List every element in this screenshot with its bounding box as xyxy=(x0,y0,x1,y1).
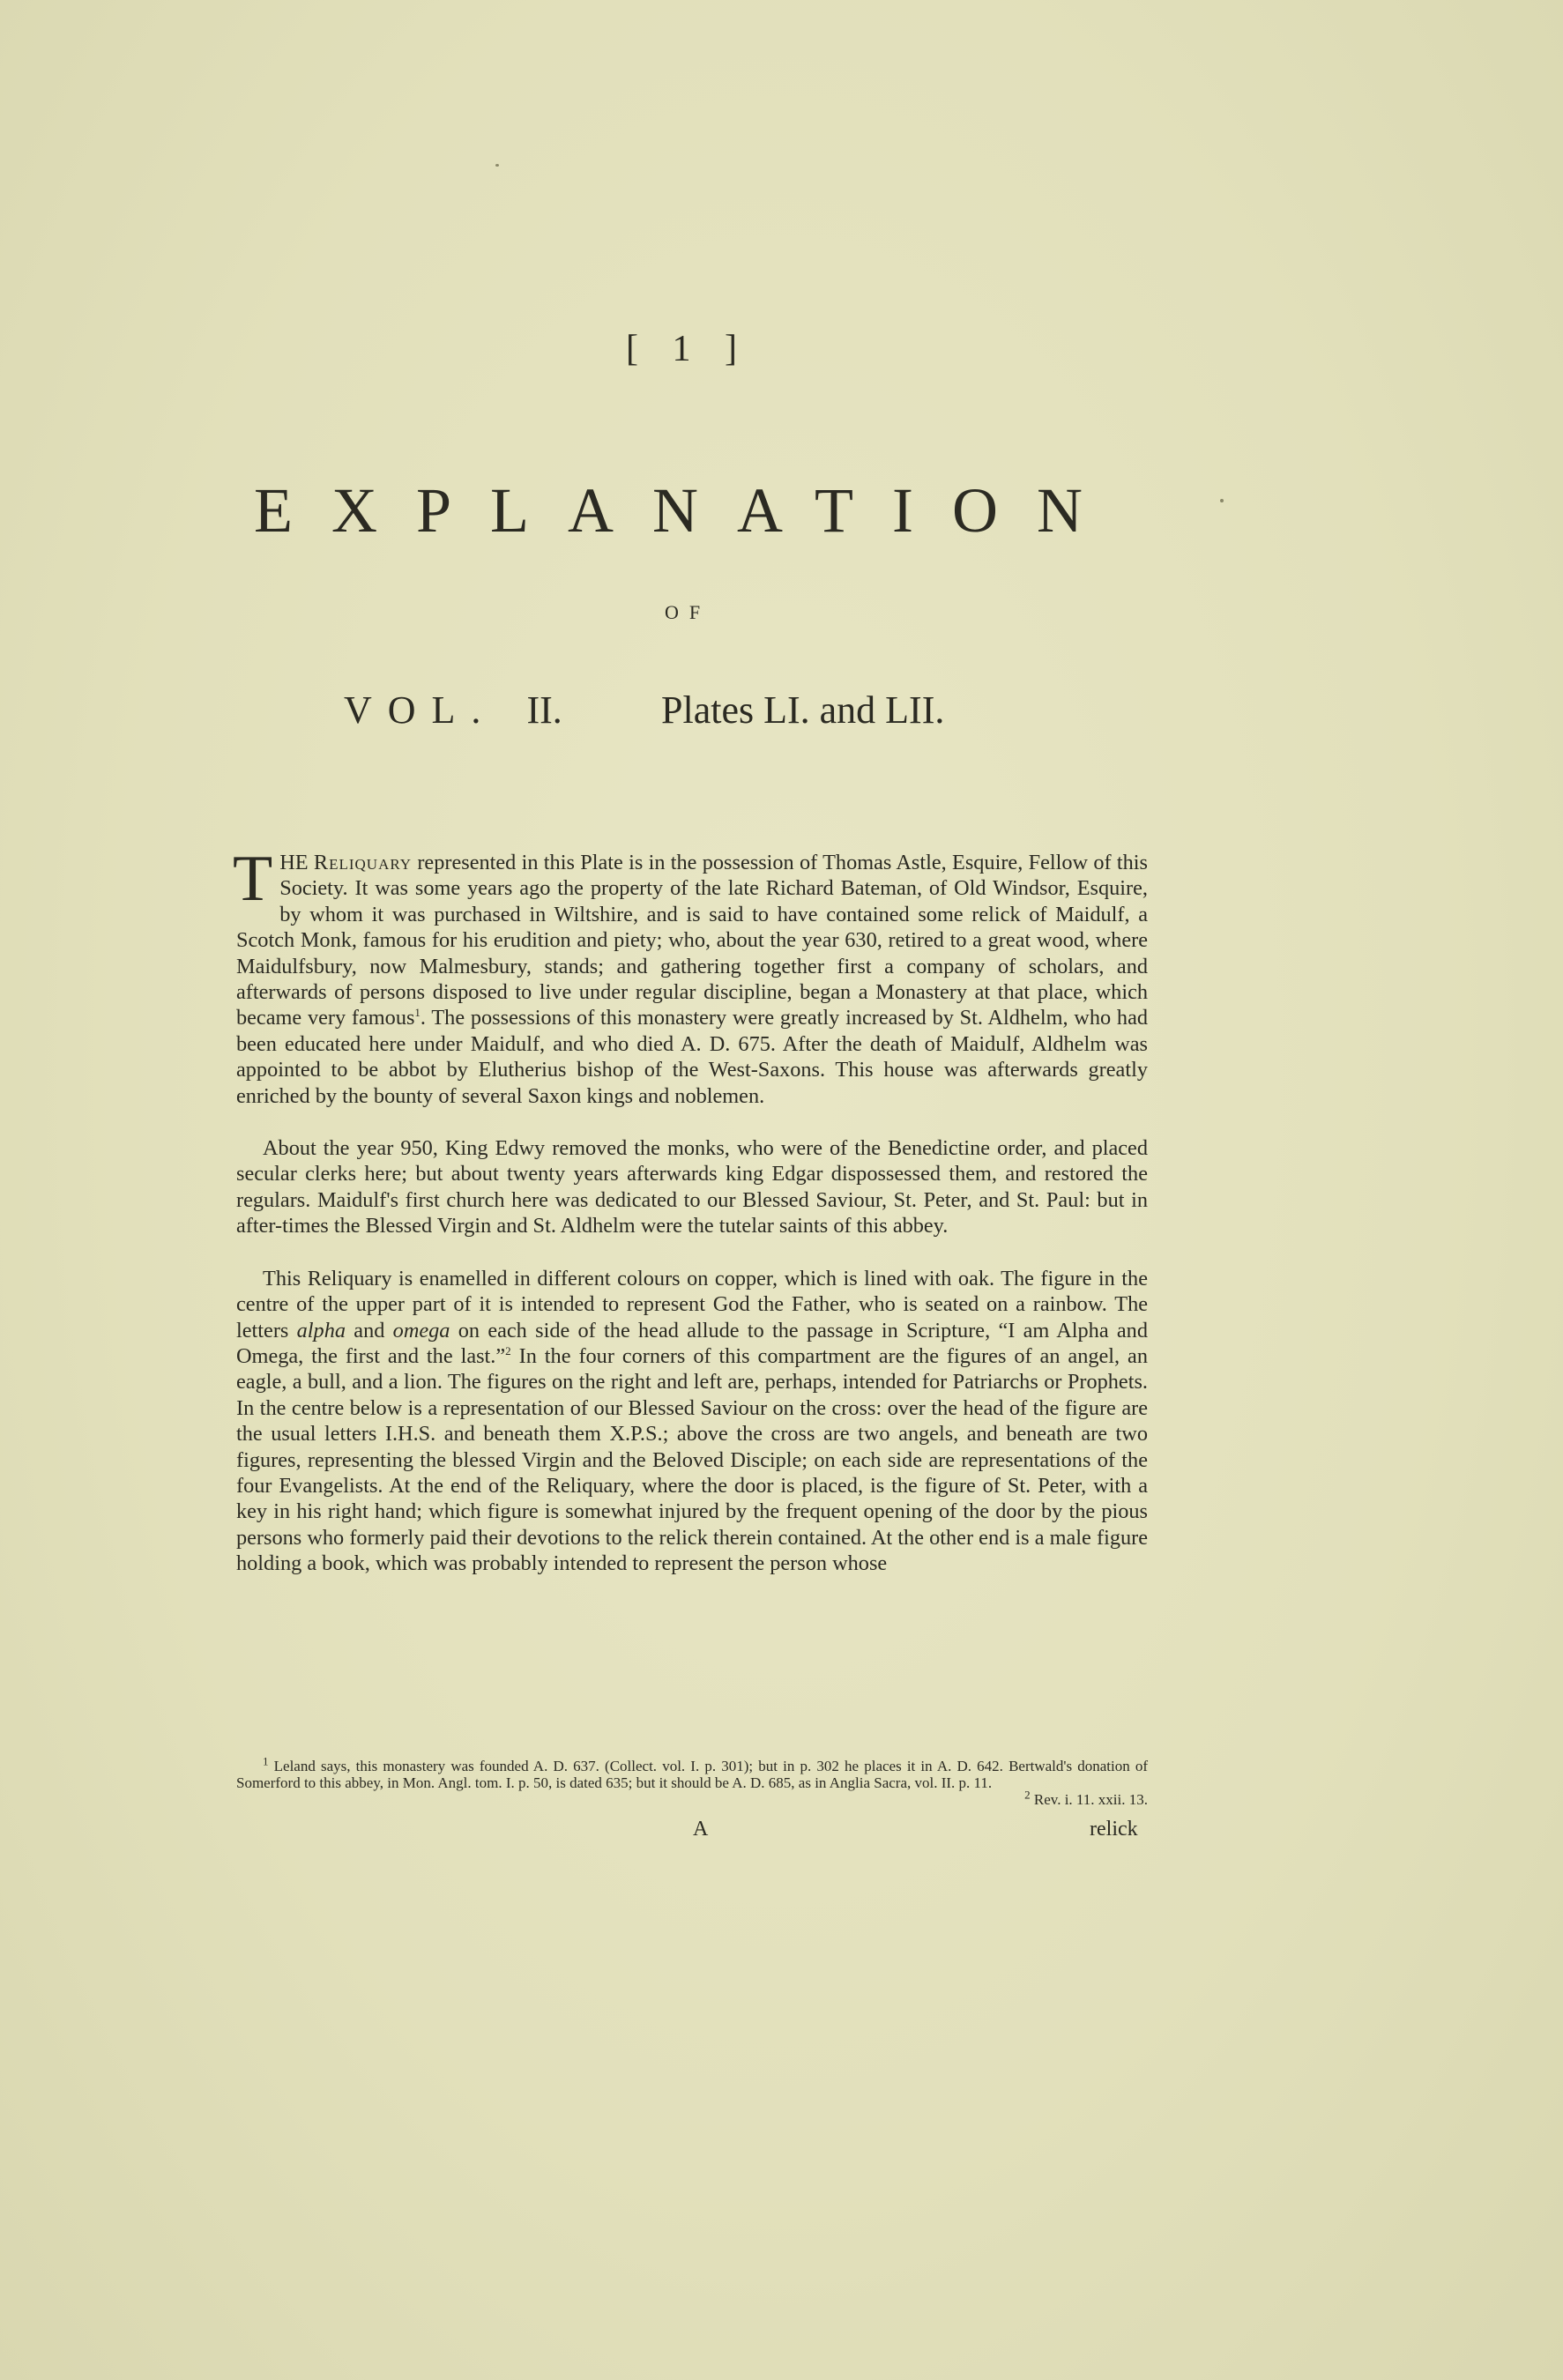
omega-word: omega xyxy=(392,1318,450,1342)
drop-cap: T xyxy=(233,843,273,915)
paper-speck xyxy=(1220,499,1224,502)
alpha-word: alpha xyxy=(296,1318,346,1342)
footnote-1 xyxy=(236,1754,1149,1791)
lead-small-caps: Reliquary xyxy=(313,851,413,874)
paragraph-2: About the year 950, King Edwy removed the monks, who were of the Benedictine order, and placed secular clerks here; but about twenty years afterwards king Edgar dispossessed them, and restored the regulars. Maidulf's first church here was dedicated to our Blessed Saviour, St. Peter, and St. Paul: but in after-times the Blessed Virgin and St. Aldhelm were the tutelar saints of this abbey. xyxy=(236,1136,1148,1238)
footnote-1-text: Leland says, this monastery was founded A. D. 637. (Collect. vol. I. p. 301); but in p. 302 he places it in A. D. 642. Bertwald's donation of Somerford to this abbey, in Mon. Angl. tom. I. p. 50, is dated 635; but it should be A. D. 685, as in Anglia Sacra, vol. II. p. 11. xyxy=(236,1758,1149,1791)
vol-label: VOL. xyxy=(344,688,497,732)
footnote-1-mark: 1 xyxy=(263,1754,269,1768)
vol-number: II. xyxy=(526,688,562,732)
paragraph-3-text-c: In the four corners of this compartment are the figures of an angel, an eagle, a bull, and a lion. The figures on the right and left are, perhaps, intended for Patriarchs or Prophets. In the centre below is a representation of our Blessed Saviour on the cross: over the head of the figure are the usual letters I.H.S. and beneath them X.P.S.; above the cross are two angels, and beneath are two figures, representing the blessed Virgin and the Beloved Disciple; on each side are representations of the four Evangelists. At the end of the Reliquary, where the door is placed, is the figure of St. Peter, with a key in his right hand; which figure is somewhat injured by the frequent opening of the door by the pious persons who formerly paid their devotions to the relick therein contained. At the other end is a male figure holding a book, which was probably intended to represent the person whose xyxy=(236,1343,1148,1576)
page-number: [ 1 ] xyxy=(626,329,749,369)
subtitle xyxy=(344,688,1049,733)
of-label: OF xyxy=(664,601,711,623)
plates-label: Plates LI. and LII. xyxy=(661,688,945,732)
footnote-ref-2: 2 xyxy=(505,1343,511,1357)
paper-speck xyxy=(495,164,499,167)
paragraph-3 xyxy=(236,1266,1148,1577)
paragraph-3-text-a: This Reliquary is enamelled in different colours on copper, which is lined with oak. The figure in the centre of the upper part of it is intended to represent God the Father, who is seated on a rainbow. The letters xyxy=(236,1266,1148,1342)
body-text xyxy=(233,843,1148,1603)
footnote-ref-1: 1 xyxy=(414,1006,421,1020)
and-word: and xyxy=(346,1318,393,1342)
lead-rest: HE xyxy=(279,851,314,874)
footnotes xyxy=(236,1754,1149,1808)
paragraph-1 xyxy=(233,843,1148,1109)
footnote-2-mark: 2 xyxy=(1024,1788,1031,1802)
paragraph-1-text-a: represented in this Plate is in the possession of Thomas Astle, Esquire, Fellow of this Society. It was some years ago the property of the late Richard Bateman, of Old Windsor, Esquire, by whom it was purchased in Wiltshire, and is said to have contained some relick of Maidulf, a Scotch Monk, famous for his erudition and piety; who, about the year 630, retired to a great wood, where Maidulfsbury, now Malmesbury, stands; and gathering together first a company of scholars, and afterwards of persons disposed to live under regular discipline, began a Monastery at that place, which became very famous xyxy=(236,851,1148,1030)
paragraph-3-text-b: on each side of the head allude to the passage in Scripture, “I am Alpha and Omega, the first and the last.” xyxy=(236,1318,1148,1368)
signature-mark: A xyxy=(693,1818,709,1841)
paragraph-1-text-b: . The possessions of this monastery were greatly increased by St. Aldhelm, who had been educated here under Maidulf, and who died A. D. 675. After the death of Maidulf, Aldhelm was appointed to be abbot by Elutherius bishop of the West-Saxons. This house was afterwards greatly enriched by the bounty of several Saxon kings and noblemen. xyxy=(236,1006,1148,1108)
footnote-2-text: Rev. i. 11. xxii. 13. xyxy=(1033,1791,1148,1808)
main-title: EXPLANATION xyxy=(254,475,1121,546)
catchword: relick xyxy=(1090,1818,1138,1841)
